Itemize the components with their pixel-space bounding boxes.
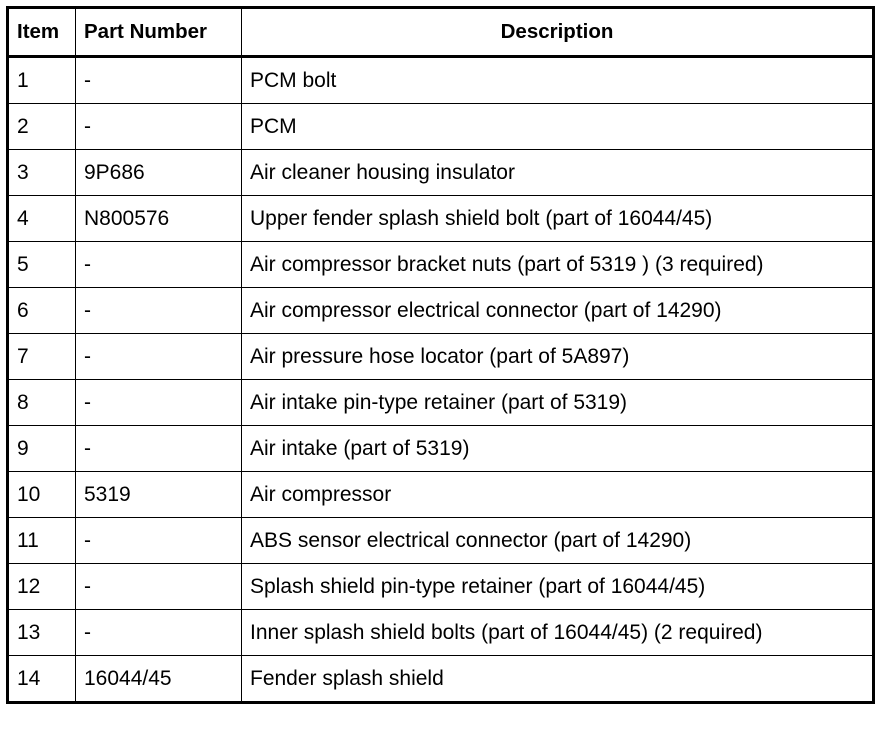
cell-description: Fender splash shield [242, 656, 874, 703]
cell-description: Air compressor [242, 472, 874, 518]
cell-description: Inner splash shield bolts (part of 16044/45) (2 required) [242, 610, 874, 656]
cell-item: 12 [8, 564, 76, 610]
cell-description: Air compressor bracket nuts (part of 5319 ) (3 required) [242, 242, 874, 288]
cell-part-number: - [76, 242, 242, 288]
cell-description: Air cleaner housing insulator [242, 150, 874, 196]
cell-part-number: 5319 [76, 472, 242, 518]
table-row [8, 610, 874, 656]
cell-item: 7 [8, 334, 76, 380]
cell-item: 8 [8, 380, 76, 426]
table-row [8, 288, 874, 334]
cell-item: 13 [8, 610, 76, 656]
cell-part-number: N800576 [76, 196, 242, 242]
header-description: Description [242, 8, 874, 57]
cell-description: Air intake (part of 5319) [242, 426, 874, 472]
header-item: Item [8, 8, 76, 57]
cell-part-number: - [76, 288, 242, 334]
header-part-number: Part Number [76, 8, 242, 57]
parts-table [6, 6, 875, 704]
cell-part-number: - [76, 426, 242, 472]
cell-item: 2 [8, 104, 76, 150]
cell-description: Upper fender splash shield bolt (part of 16044/45) [242, 196, 874, 242]
table-row [8, 426, 874, 472]
table-row [8, 150, 874, 196]
table-header [8, 8, 874, 57]
table-row [8, 656, 874, 703]
cell-part-number: - [76, 564, 242, 610]
cell-item: 10 [8, 472, 76, 518]
table-row [8, 334, 874, 380]
cell-part-number: - [76, 104, 242, 150]
table-body [8, 57, 874, 703]
cell-item: 3 [8, 150, 76, 196]
cell-description: Air intake pin-type retainer (part of 5319) [242, 380, 874, 426]
cell-description: PCM [242, 104, 874, 150]
cell-part-number: - [76, 57, 242, 104]
table-row [8, 104, 874, 150]
table-row [8, 196, 874, 242]
cell-description: Air compressor electrical connector (part of 14290) [242, 288, 874, 334]
cell-item: 5 [8, 242, 76, 288]
cell-description: Splash shield pin-type retainer (part of 16044/45) [242, 564, 874, 610]
cell-part-number: - [76, 334, 242, 380]
cell-description: Air pressure hose locator (part of 5A897) [242, 334, 874, 380]
cell-item: 14 [8, 656, 76, 703]
cell-part-number: 16044/45 [76, 656, 242, 703]
cell-item: 6 [8, 288, 76, 334]
cell-item: 9 [8, 426, 76, 472]
table-row [8, 518, 874, 564]
table-row [8, 57, 874, 104]
cell-part-number: - [76, 610, 242, 656]
cell-description: PCM bolt [242, 57, 874, 104]
cell-item: 11 [8, 518, 76, 564]
cell-part-number: 9P686 [76, 150, 242, 196]
table-row [8, 564, 874, 610]
cell-item: 4 [8, 196, 76, 242]
cell-part-number: - [76, 518, 242, 564]
header-row [8, 8, 874, 57]
table-row [8, 380, 874, 426]
cell-part-number: - [76, 380, 242, 426]
table-row [8, 472, 874, 518]
table-row [8, 242, 874, 288]
cell-item: 1 [8, 57, 76, 104]
cell-description: ABS sensor electrical connector (part of 14290) [242, 518, 874, 564]
